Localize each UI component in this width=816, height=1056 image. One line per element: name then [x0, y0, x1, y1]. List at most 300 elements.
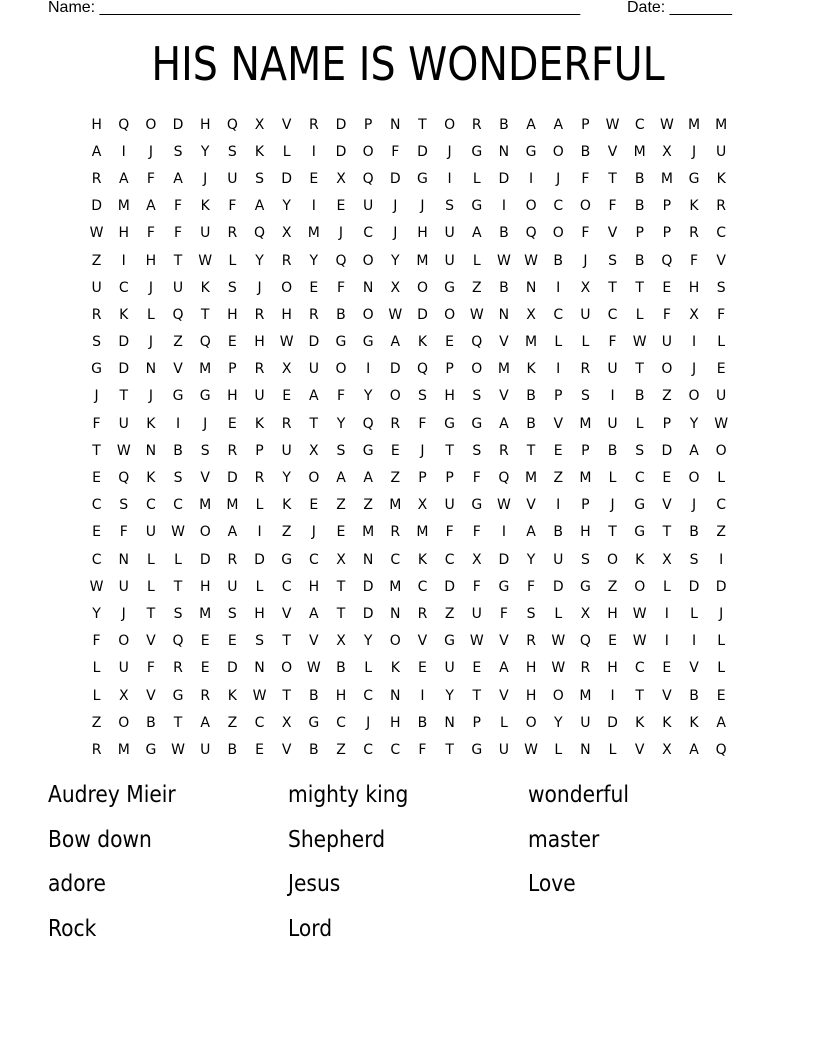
grid-letter: G: [172, 388, 184, 405]
grid-letter: M: [199, 497, 212, 514]
grid-letter: H: [525, 660, 537, 677]
word-list-item: Rock: [48, 915, 97, 942]
grid-letter: I: [447, 170, 452, 187]
grid-letter: F: [472, 470, 481, 487]
grid-row: [83, 600, 735, 627]
grid-letter: O: [579, 198, 591, 215]
grid-letter: C: [390, 741, 401, 758]
grid-letter: A: [227, 524, 238, 541]
grid-letter: O: [525, 198, 537, 215]
grid-letter: R: [281, 415, 292, 432]
grid-letter: G: [471, 143, 483, 160]
grid-letter: S: [255, 170, 264, 187]
grid-letter: E: [553, 442, 563, 459]
grid-letter: T: [418, 116, 427, 133]
grid-letter: H: [580, 524, 591, 541]
grid-letter: X: [471, 551, 482, 568]
grid-row: [83, 301, 735, 328]
grid-letter: E: [662, 470, 672, 487]
grid-letter: C: [390, 551, 401, 568]
grid-letter: J: [366, 714, 371, 731]
grid-letter: G: [281, 551, 293, 568]
grid-letter: A: [553, 116, 564, 133]
grid-letter: A: [309, 605, 319, 622]
grid-row: [83, 329, 735, 356]
grid-letter: E: [309, 279, 319, 296]
grid-letter: E: [336, 524, 346, 541]
grid-letter: H: [688, 279, 700, 296]
grid-letter: B: [146, 714, 156, 731]
grid-letter: X: [336, 170, 346, 187]
grid-letter: A: [200, 714, 210, 731]
grid-letter: R: [227, 225, 238, 242]
grid-letter: X: [281, 225, 292, 242]
grid-letter: P: [554, 388, 563, 405]
grid-letter: T: [173, 714, 183, 731]
grid-letter: L: [364, 660, 373, 677]
grid-letter: S: [200, 442, 210, 459]
grid-letter: U: [661, 334, 672, 351]
grid-letter: O: [199, 524, 211, 541]
grid-letter: L: [554, 605, 563, 622]
grid-letter: Y: [282, 470, 291, 487]
grid-letter: X: [309, 442, 319, 459]
grid-letter: G: [471, 415, 483, 432]
grid-letter: Y: [445, 687, 454, 704]
grid-letter: N: [390, 605, 401, 622]
grid-letter: L: [146, 578, 155, 595]
grid-letter: W: [524, 252, 538, 269]
grid-letter: P: [581, 497, 590, 514]
grid-letter: X: [417, 497, 428, 514]
grid-letter: I: [121, 252, 126, 269]
grid-letter: P: [662, 198, 672, 215]
grid-letter: D: [389, 361, 401, 378]
grid-letter: O: [552, 143, 564, 160]
grid-letter: P: [472, 714, 481, 731]
grid-letter: Q: [579, 633, 591, 650]
grid-letter: R: [417, 605, 428, 622]
grid-letter: M: [362, 524, 375, 541]
grid-letter: C: [634, 470, 645, 487]
grid-letter: T: [526, 442, 536, 459]
grid-letter: W: [605, 116, 620, 133]
grid-letter: L: [228, 252, 237, 269]
grid-letter: G: [471, 497, 483, 514]
grid-letter: J: [148, 334, 153, 351]
grid-row: [83, 519, 735, 546]
grid-letter: U: [200, 225, 211, 242]
grid-letter: E: [716, 361, 726, 378]
grid-letter: R: [471, 116, 482, 133]
grid-letter: Q: [172, 633, 184, 650]
grid-letter: V: [607, 225, 618, 242]
grid-letter: L: [635, 306, 644, 323]
grid-letter: H: [607, 660, 618, 677]
grid-letter: S: [92, 334, 102, 351]
grid-letter: L: [282, 143, 291, 160]
grid-letter: Y: [255, 252, 264, 269]
grid-letter: O: [335, 361, 347, 378]
grid-letter: C: [308, 551, 319, 568]
grid-letter: B: [227, 741, 238, 758]
grid-letter: A: [689, 442, 699, 459]
grid-letter: V: [146, 687, 156, 704]
grid-letter: E: [92, 524, 101, 541]
grid-letter: W: [252, 687, 267, 704]
grid-letter: A: [471, 225, 482, 242]
grid-letter: X: [281, 714, 292, 731]
grid-letter: V: [499, 687, 509, 704]
grid-letter: J: [393, 225, 398, 242]
grid-letter: F: [336, 279, 346, 296]
grid-letter: I: [719, 551, 724, 568]
grid-letter: L: [717, 470, 726, 487]
grid-letter: U: [553, 551, 564, 568]
grid-letter: T: [282, 633, 291, 650]
grid-letter: Z: [173, 334, 183, 351]
grid-letter: K: [716, 170, 726, 187]
grid-letter: M: [660, 170, 673, 187]
grid-letter: P: [662, 415, 672, 432]
grid-letter: Q: [362, 170, 374, 187]
grid-letter: Q: [715, 741, 727, 758]
grid-letter: O: [281, 279, 293, 296]
grid-letter: N: [498, 306, 510, 323]
grid-letter: U: [308, 361, 319, 378]
grid-letter: T: [445, 741, 454, 758]
grid-letter: L: [92, 687, 101, 704]
grid-letter: S: [445, 198, 455, 215]
grid-letter: T: [635, 279, 644, 296]
grid-letter: F: [146, 170, 155, 187]
grid-letter: R: [91, 741, 102, 758]
grid-letter: Q: [498, 470, 510, 487]
grid-letter: G: [498, 578, 510, 595]
grid-letter: R: [254, 361, 265, 378]
grid-letter: M: [416, 252, 429, 269]
grid-letter: O: [688, 388, 700, 405]
grid-letter: T: [200, 306, 210, 323]
grid-letter: H: [308, 578, 320, 595]
grid-letter: L: [146, 306, 155, 323]
grid-letter: F: [445, 524, 454, 541]
grid-letter: A: [526, 524, 536, 541]
grid-letter: I: [556, 279, 561, 296]
grid-letter: T: [173, 252, 183, 269]
grid-letter: M: [525, 470, 538, 487]
grid-row: [83, 546, 735, 573]
grid-letter: S: [418, 388, 427, 405]
grid-letter: J: [311, 524, 316, 541]
grid-letter: E: [662, 279, 672, 296]
grid-letter: B: [634, 388, 645, 405]
grid-letter: T: [119, 388, 129, 405]
grid-letter: C: [634, 660, 645, 677]
grid-letter: A: [173, 170, 183, 187]
grid-letter: I: [311, 198, 316, 215]
grid-letter: S: [173, 470, 183, 487]
grid-letter: T: [635, 361, 644, 378]
grid-letter: W: [306, 660, 321, 677]
grid-letter: E: [255, 741, 264, 758]
grid-letter: O: [444, 116, 456, 133]
grid-letter: Z: [607, 578, 618, 595]
grid-letter: Z: [662, 388, 672, 405]
grid-letter: M: [497, 361, 510, 378]
grid-letter: B: [336, 306, 346, 323]
word-list-item: Jesus: [288, 871, 341, 897]
grid-letter: G: [471, 741, 483, 758]
grid-letter: E: [716, 687, 726, 704]
grid-letter: M: [579, 470, 592, 487]
grid-letter: U: [444, 497, 455, 514]
grid-letter: O: [389, 633, 401, 650]
grid-row: [83, 492, 735, 519]
grid-letter: O: [362, 252, 374, 269]
grid-letter: Q: [362, 415, 374, 432]
grid-letter: S: [635, 442, 645, 459]
grid-letter: J: [420, 442, 425, 459]
grid-letter: S: [526, 605, 536, 622]
grid-letter: N: [390, 116, 401, 133]
grid-letter: G: [145, 741, 157, 758]
grid-letter: B: [499, 279, 509, 296]
grid-letter: Y: [689, 415, 699, 432]
grid-letter: J: [691, 497, 697, 514]
grid-letter: R: [689, 225, 699, 242]
grid-row: [83, 709, 735, 736]
grid-letter: W: [198, 252, 213, 269]
grid-letter: F: [581, 225, 590, 242]
grid-letter: L: [255, 578, 264, 595]
grid-letter: C: [91, 497, 102, 514]
grid-letter: F: [391, 143, 400, 160]
grid-letter: W: [279, 334, 294, 351]
grid-letter: C: [607, 306, 618, 323]
grid-letter: H: [607, 605, 618, 622]
grid-letter: U: [716, 143, 727, 160]
grid-letter: C: [363, 741, 374, 758]
grid-row: [83, 655, 735, 682]
grid-letter: W: [116, 442, 131, 459]
grid-letter: B: [634, 252, 645, 269]
grid-letter: D: [226, 470, 238, 487]
grid-letter: V: [499, 388, 509, 405]
grid-letter: K: [146, 415, 156, 432]
grid-letter: Y: [282, 198, 291, 215]
grid-letter: V: [607, 143, 618, 160]
grid-letter: V: [662, 497, 672, 514]
grid-letter: C: [336, 714, 346, 731]
grid-letter: E: [336, 198, 346, 215]
grid-letter: P: [662, 225, 672, 242]
grid-letter: I: [311, 143, 316, 160]
grid-letter: I: [691, 633, 697, 650]
grid-letter: D: [389, 170, 401, 187]
grid-letter: H: [118, 225, 129, 242]
grid-letter: T: [608, 524, 617, 541]
grid-letter: P: [445, 361, 454, 378]
grid-letter: C: [553, 306, 564, 323]
grid-letter: X: [580, 279, 591, 296]
grid-letter: L: [608, 470, 617, 487]
grid-letter: G: [91, 361, 102, 378]
grid-letter: A: [91, 143, 102, 160]
grid-letter: H: [444, 388, 455, 405]
grid-letter: J: [420, 198, 425, 215]
grid-letter: Y: [309, 252, 319, 269]
grid-letter: M: [579, 687, 592, 704]
grid-letter: K: [417, 334, 428, 351]
grid-letter: B: [309, 687, 319, 704]
grid-letter: A: [363, 470, 373, 487]
grid-row: [83, 356, 735, 383]
grid-letter: N: [145, 442, 157, 459]
grid-letter: B: [553, 252, 564, 269]
grid-letter: N: [118, 551, 129, 568]
grid-letter: H: [254, 334, 265, 351]
grid-letter: W: [469, 306, 484, 323]
grid-letter: D: [335, 116, 347, 133]
grid-letter: Y: [92, 605, 101, 622]
grid-letter: O: [416, 279, 428, 296]
grid-letter: C: [634, 116, 645, 133]
grid-letter: D: [444, 578, 455, 595]
grid-letter: T: [608, 170, 617, 187]
grid-letter: D: [281, 170, 293, 187]
grid-letter: U: [444, 225, 455, 242]
grid-letter: F: [581, 170, 590, 187]
grid-letter: U: [444, 660, 455, 677]
grid-letter: G: [335, 334, 347, 351]
grid-letter: T: [445, 442, 454, 459]
grid-letter: L: [554, 741, 563, 758]
grid-letter: X: [662, 143, 672, 160]
grid-letter: C: [363, 225, 374, 242]
grid-row: [83, 628, 735, 655]
grid-letter: X: [526, 306, 536, 323]
grid-letter: J: [691, 361, 697, 378]
grid-letter: A: [336, 470, 346, 487]
grid-letter: J: [719, 605, 724, 622]
grid-letter: U: [118, 578, 129, 595]
grid-letter: A: [526, 116, 536, 133]
grid-letter: T: [608, 279, 617, 296]
grid-letter: B: [526, 388, 536, 405]
grid-letter: U: [145, 524, 157, 541]
grid-letter: I: [691, 334, 697, 351]
grid-row: [83, 165, 735, 192]
grid-letter: Z: [390, 470, 401, 487]
grid-letter: K: [635, 714, 645, 731]
grid-letter: F: [608, 334, 617, 351]
grid-letter: M: [117, 741, 130, 758]
grid-letter: W: [632, 633, 647, 650]
grid-letter: O: [308, 470, 320, 487]
grid-letter: D: [607, 714, 618, 731]
grid-letter: L: [255, 497, 264, 514]
grid-letter: S: [227, 143, 237, 160]
grid-letter: I: [664, 633, 669, 650]
grid-letter: J: [203, 170, 208, 187]
grid-letter: I: [556, 497, 561, 514]
grid-letter: F: [146, 225, 155, 242]
grid-letter: D: [199, 551, 211, 568]
word-list-item: adore: [48, 871, 106, 897]
grid-letter: J: [338, 225, 344, 242]
grid-letter: M: [226, 497, 239, 514]
grid-letter: R: [390, 415, 401, 432]
grid-letter: A: [390, 334, 401, 351]
grid-letter: O: [661, 361, 673, 378]
grid-letter: O: [118, 633, 130, 650]
grid-letter: I: [610, 388, 615, 405]
grid-letter: O: [471, 361, 483, 378]
grid-letter: A: [118, 170, 129, 187]
grid-letter: W: [551, 660, 566, 677]
grid-letter: E: [608, 633, 617, 650]
grid-letter: O: [389, 388, 401, 405]
grid-letter: Q: [118, 116, 130, 133]
grid-letter: L: [717, 633, 726, 650]
grid-letter: K: [635, 551, 645, 568]
grid-letter: P: [228, 361, 237, 378]
grid-letter: V: [200, 470, 210, 487]
grid-letter: T: [336, 605, 346, 622]
date-field-label: Date: _______: [627, 0, 732, 16]
grid-letter: I: [610, 687, 615, 704]
grid-letter: Q: [118, 470, 130, 487]
grid-letter: F: [717, 306, 726, 323]
grid-letter: V: [662, 687, 672, 704]
grid-letter: N: [498, 143, 510, 160]
grid-letter: M: [389, 497, 402, 514]
grid-row: [83, 383, 735, 410]
grid-letter: S: [472, 442, 482, 459]
grid-letter: T: [282, 687, 291, 704]
grid-letter: S: [255, 633, 264, 650]
grid-letter: H: [281, 306, 292, 323]
grid-letter: F: [336, 388, 346, 405]
grid-letter: R: [173, 660, 183, 677]
grid-letter: E: [227, 415, 237, 432]
grid-letter: R: [281, 252, 292, 269]
grid-letter: A: [254, 198, 265, 215]
grid-row: [83, 464, 735, 491]
grid-letter: E: [200, 660, 210, 677]
grid-letter: Q: [525, 225, 537, 242]
grid-letter: J: [94, 388, 99, 405]
grid-letter: W: [632, 334, 647, 351]
grid-letter: U: [444, 252, 455, 269]
grid-letter: X: [689, 306, 699, 323]
grid-letter: Y: [363, 633, 373, 650]
grid-letter: Q: [172, 306, 184, 323]
grid-letter: M: [715, 116, 728, 133]
grid-letter: R: [526, 633, 536, 650]
grid-letter: C: [91, 551, 102, 568]
grid-letter: B: [689, 687, 699, 704]
grid-letter: S: [227, 605, 237, 622]
grid-letter: Z: [91, 252, 102, 269]
grid-letter: E: [309, 497, 319, 514]
grid-letter: D: [91, 198, 102, 215]
grid-letter: F: [92, 633, 101, 650]
grid-letter: C: [417, 578, 428, 595]
grid-letter: Z: [363, 497, 373, 514]
grid-letter: D: [661, 442, 673, 459]
